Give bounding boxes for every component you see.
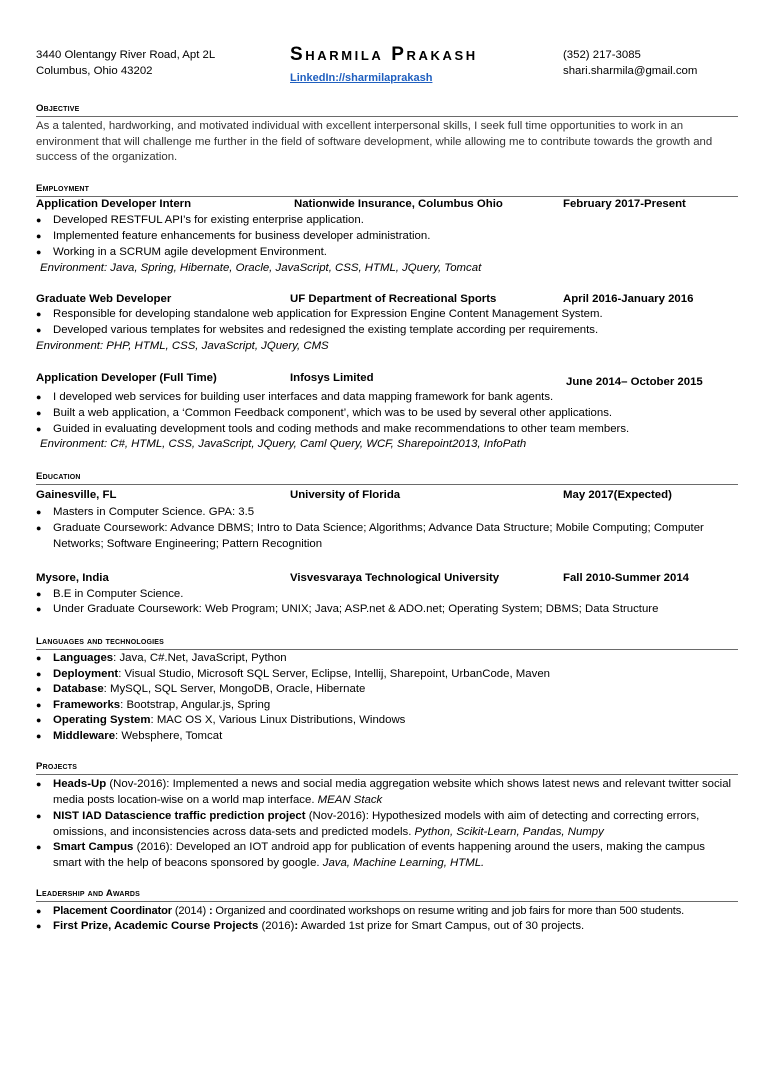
- education-bullet: B.E in Computer Science.: [53, 588, 184, 600]
- project-tech: MEAN Stack: [317, 793, 383, 806]
- address-line-1: 3440 Olentangy River Road, Apt 2L: [36, 49, 216, 61]
- education-place: Gainesville, FL: [36, 489, 117, 501]
- bullet-icon: ●: [36, 779, 42, 789]
- objective-text: As a talented, hardworking, and motivated individual with excellent interpersonal skills, I seek full time opportunities to work in an environment that will challenge me further in the field of software development, while allowing me to contribute towards the growth and success of the organization.: [36, 120, 713, 164]
- bullet-icon: ●: [36, 507, 42, 517]
- job-company: UF Department of Recreational Sports: [290, 293, 497, 305]
- award-item: [53, 904, 684, 920]
- skill-item: [53, 682, 365, 698]
- skill-text: : MAC OS X, Various Linux Distributions, Windows: [150, 714, 406, 726]
- award-label: Placement Coordinator: [53, 905, 172, 917]
- phone-number: (352) 217-3085: [563, 49, 641, 61]
- job-bullet: Working in a SCRUM agile development Environment.: [53, 246, 327, 258]
- project-label: NIST IAD Datascience traffic prediction project: [53, 810, 306, 822]
- job-title: Graduate Web Developer: [36, 293, 172, 305]
- job-title: Application Developer Intern: [36, 198, 192, 210]
- job-bullet: Developed RESTFUL API’s for existing enterprise application.: [53, 214, 364, 226]
- project-label: Heads-Up: [53, 778, 107, 790]
- bullet-icon: ●: [36, 215, 42, 225]
- job-bullet: I developed web services for building user interfaces and data mapping framework for bank agents.: [53, 391, 554, 403]
- award-label: First Prize, Academic Course Projects: [53, 920, 259, 932]
- job-environment: Environment: Java, Spring, Hibernate, Oracle, JavaScript, CSS, HTML, JQuery, Tomcat: [40, 262, 482, 274]
- award-item: [53, 919, 584, 935]
- skill-text: : Visual Studio, Microsoft SQL Server, Eclipse, Intellij, Sharepoint, UrbanCode, Maven: [118, 668, 550, 680]
- skill-item: [53, 729, 222, 745]
- project-item: [53, 840, 733, 871]
- email-address[interactable]: shari.sharmila@gmail.com: [563, 65, 698, 77]
- bullet-icon: ●: [36, 653, 42, 663]
- bullet-icon: ●: [36, 811, 42, 821]
- skill-label: Frameworks: [53, 699, 121, 711]
- job-environment: Environment: PHP, HTML, CSS, JavaScript, JQuery, CMS: [36, 340, 329, 352]
- job-bullet: Implemented feature enhancements for business developer administration.: [53, 230, 431, 242]
- skill-text: : Java, C#.Net, JavaScript, Python: [113, 652, 287, 664]
- job-dates: April 2016-January 2016: [563, 293, 694, 305]
- section-divider: [36, 649, 738, 650]
- job-bullet: Developed various templates for websites and redesigned the existing template according per requirements.: [53, 324, 599, 336]
- education-school: University of Florida: [290, 489, 401, 501]
- job-title: Application Developer (Full Time): [36, 372, 217, 384]
- bullet-icon: ●: [36, 604, 42, 614]
- skill-item: [53, 713, 405, 729]
- skill-text: : MySQL, SQL Server, MongoDB, Oracle, Hibernate: [103, 683, 366, 695]
- project-text: (Nov-2016): Hypothesized models with aim of detecting and correcting errors, omissions, and inconsistencies across data-sets and predicted models.: [53, 810, 700, 838]
- skill-label: Deployment: [53, 668, 119, 680]
- project-item: [53, 809, 733, 840]
- award-text: Organized and coordinated workshops on resume writing and job fairs for more than 500 students.: [212, 905, 685, 917]
- project-item: [53, 777, 733, 808]
- bullet-icon: ●: [36, 523, 42, 533]
- bullet-icon: ●: [36, 921, 42, 931]
- bullet-icon: ●: [36, 731, 42, 741]
- skill-label: Database: [53, 683, 104, 695]
- education-bullet: Graduate Coursework: Advance DBMS; Intro to Data Science; Algorithms; Advance Data Structure; Mobile Computing; Computer Networks; Software Engineering; Pattern Recognition: [53, 522, 704, 550]
- job-company: Nationwide Insurance, Columbus Ohio: [294, 198, 503, 210]
- job-bullet: Responsible for developing standalone web application for Expression Engine Content Management System.: [53, 308, 603, 320]
- projects-heading: Projects: [36, 761, 78, 772]
- skill-label: Languages: [53, 652, 114, 664]
- resume-page: [36, 0, 738, 1087]
- education-heading: Education: [36, 471, 81, 482]
- skill-item: [53, 667, 550, 683]
- bullet-icon: ●: [36, 715, 42, 725]
- education-bullet: Under Graduate Coursework: Web Program; UNIX; Java; ASP.net & ADO.net; Operating System; DBMS; Data Structure: [53, 603, 659, 615]
- education-place: Mysore, India: [36, 572, 109, 584]
- job-bullet: Guided in evaluating development tools and coding methods and make recommendations to other team members.: [53, 423, 630, 435]
- job-dates: June 2014– October 2015: [566, 376, 703, 388]
- project-tech: Python, Scikit-Learn, Pandas, Numpy: [414, 825, 604, 838]
- section-divider: [36, 484, 738, 485]
- skill-item: [53, 698, 270, 714]
- section-divider: [36, 774, 738, 775]
- skill-label: Middleware: [53, 730, 116, 742]
- skill-text: : Bootstrap, Angular.js, Spring: [120, 699, 271, 711]
- award-colon: :: [294, 920, 299, 932]
- linkedin-link[interactable]: LinkedIn://sharmilaprakash: [290, 72, 433, 84]
- bullet-icon: ●: [36, 309, 42, 319]
- project-tech: Java, Machine Learning, HTML.: [322, 856, 485, 869]
- project-text: (Nov-2016): Implemented a news and social media aggregation website which shows latest news and relevant twitter social media posts location-wise on a world map interface.: [53, 778, 732, 806]
- leadership-heading: Leadership and Awards: [36, 888, 141, 899]
- job-company: Infosys Limited: [290, 372, 374, 384]
- languages-heading: Languages and technologies: [36, 636, 165, 647]
- bullet-icon: ●: [36, 589, 42, 599]
- section-divider: [36, 901, 738, 902]
- bullet-icon: ●: [36, 247, 42, 257]
- candidate-name: Sharmila Prakash: [290, 44, 478, 65]
- objective-heading: Objective: [36, 103, 80, 114]
- education-school: Visvesvaraya Technological University: [290, 572, 500, 584]
- bullet-icon: ●: [36, 424, 42, 434]
- skill-item: [53, 651, 287, 667]
- skill-text: : Websphere, Tomcat: [115, 730, 223, 742]
- job-environment: Environment: C#, HTML, CSS, JavaScript, JQuery, Caml Query, WCF, Sharepoint2013, InfoPath: [40, 438, 527, 450]
- job-bullet: Built a web application, a ‘Common Feedback component’, which was to be used by several other applications.: [53, 407, 613, 419]
- bullet-icon: ●: [36, 700, 42, 710]
- award-colon: :: [208, 905, 213, 917]
- bullet-icon: ●: [36, 325, 42, 335]
- bullet-icon: ●: [36, 408, 42, 418]
- address-line-2: Columbus, Ohio 43202: [36, 65, 153, 77]
- project-label: Smart Campus: [53, 841, 134, 853]
- education-dates: May 2017(Expected): [563, 489, 672, 501]
- employment-heading: Employment: [36, 183, 90, 194]
- bullet-icon: ●: [36, 231, 42, 241]
- bullet-icon: ●: [36, 842, 42, 852]
- education-bullet: Masters in Computer Science. GPA: 3.5: [53, 506, 255, 518]
- project-text: (2016): Developed an IOT android app for publication of events happening around the users, making the campus smart with the help of beacons sponsored by google.: [53, 841, 705, 869]
- section-divider: [36, 116, 738, 117]
- award-text: Awarded 1st prize for Smart Campus, out of 30 projects.: [298, 920, 585, 932]
- bullet-icon: ●: [36, 392, 42, 402]
- bullet-icon: ●: [36, 684, 42, 694]
- bullet-icon: ●: [36, 906, 42, 916]
- award-year: (2016): [258, 920, 295, 932]
- education-dates: Fall 2010-Summer 2014: [563, 572, 690, 584]
- job-dates: February 2017-Present: [563, 198, 686, 210]
- bullet-icon: ●: [36, 669, 42, 679]
- award-year: (2014): [171, 905, 209, 917]
- skill-label: Operating System: [53, 714, 151, 726]
